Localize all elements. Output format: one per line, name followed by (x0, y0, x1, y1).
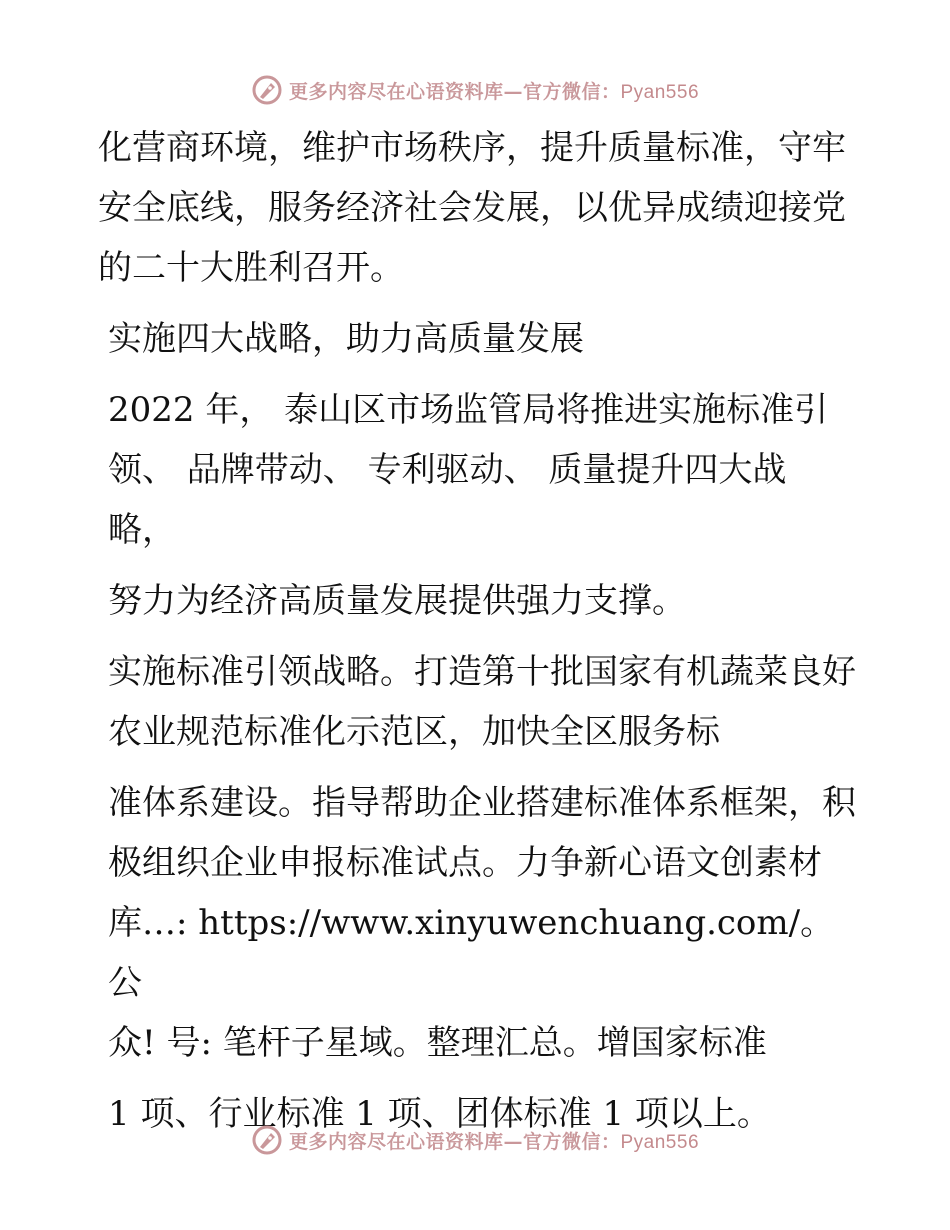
paragraph: 1 项、行业标准 1 项、团体标准 1 项以上。 (108, 1094, 771, 1134)
watermark-wechat-id: Pyan556 (620, 81, 700, 103)
watermark-text: 更多内容尽在心语资料库—官方微信：Pyan556 (288, 1130, 700, 1153)
paragraph: 实施标准引领战略。打造第十批国家有机蔬菜良好农业规范标准化示范区，加快全区服务标 (108, 652, 856, 752)
document-body (98, 118, 858, 1155)
pen-nib-circle-icon (251, 1124, 283, 1156)
paragraph: 准体系建设。指导帮助企业搭建标准体系框架，积极组织企业申报标准试点。力争新心语文创素材库…: https://www.xinyuwenchuang.com/。公 众! 号: 笔杆子星域。整理汇总。增国家标准 (108, 783, 856, 1063)
paragraph: 2022 年， 泰山区市场监管局将推进实施标准引 领、 品牌带动、 专利驱动、 质量提升四大战 略， (108, 390, 829, 550)
footer-watermark (0, 1122, 950, 1158)
header-watermark (0, 72, 950, 108)
paragraph: 化营商环境，维护市场秩序，提升质量标准，守牢安全底线，服务经济社会发展，以优异成绩迎接党的二十大胜利召开。 (98, 128, 846, 288)
pen-nib-circle-icon (251, 74, 283, 106)
watermark-text: 更多内容尽在心语资料库—官方微信：Pyan556 (288, 80, 700, 103)
paragraph: 努力为经济高质量发展提供强力支撑。 (108, 581, 686, 621)
watermark-wechat-id: Pyan556 (620, 1131, 700, 1153)
section-heading: 实施四大战略，助力高质量发展 (108, 319, 584, 359)
